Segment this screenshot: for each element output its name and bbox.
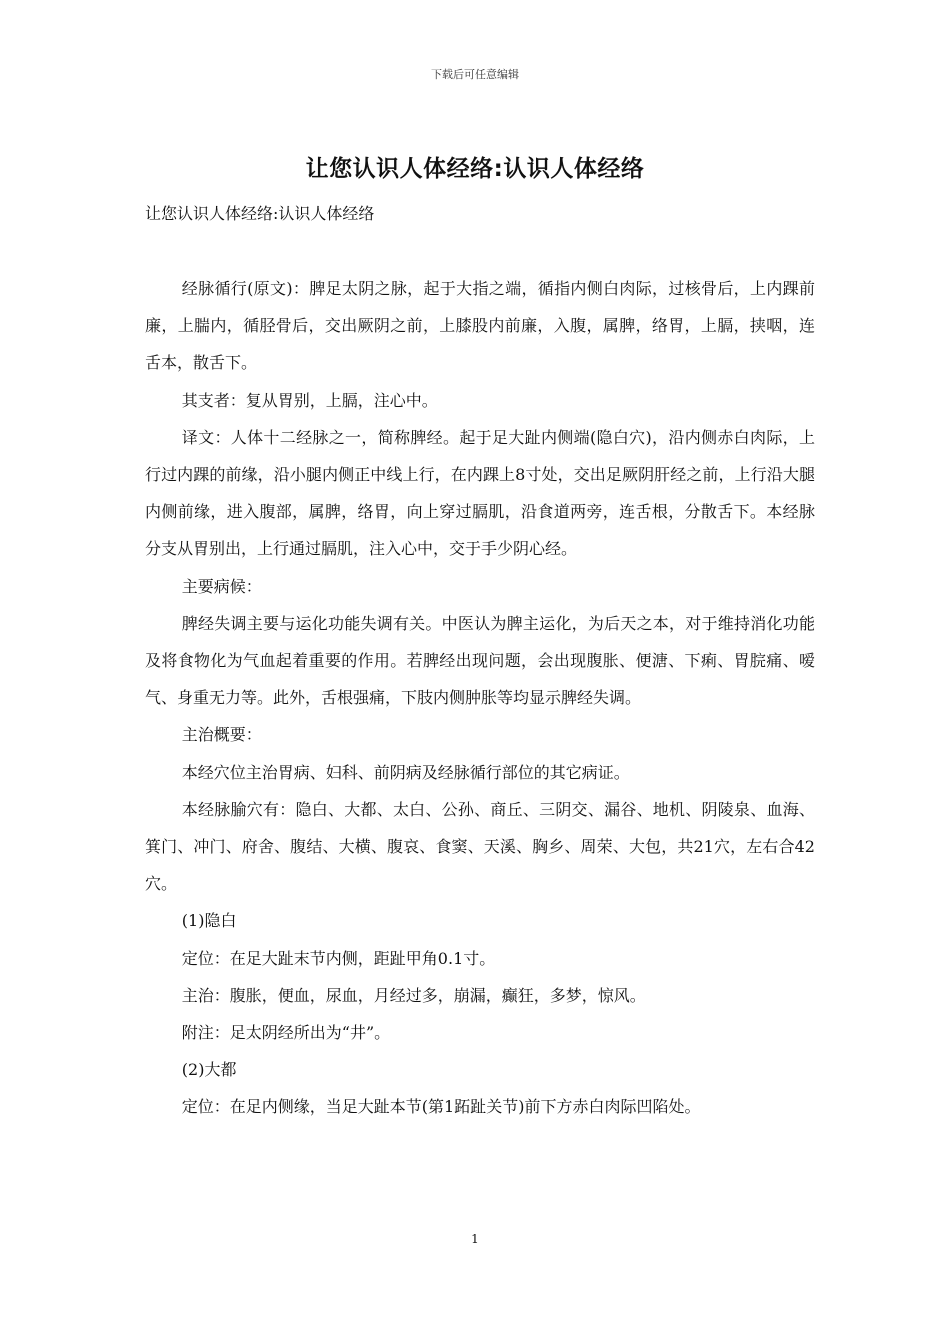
paragraph-indications: 本经穴位主治胃病、妇科、前阴病及经脉循行部位的其它病证。 [181,762,630,782]
document-body [145,270,815,1126]
paragraph-point-1-heading: (1)隐白 [181,911,237,931]
document-title: 让您认识人体经络:认识人体经络 [305,156,645,182]
paragraph-point-2-location: 定位：在足内侧缘，当足大趾本节(第1跖趾关节)前下方赤白肉际凹陷处。 [181,1097,701,1117]
paragraph-branch: 其支者：复从胃别，上膈，注心中。 [181,390,438,410]
paragraph-point-1-location: 定位：在足大趾末节内侧，距趾甲角0.1寸。 [181,948,496,968]
paragraph-acupoints: 本经脉腧穴有：隐白、大都、太白、公孙、商丘、三阴交、漏谷、地机、阴陵泉、血海、箕门、冲门、府舍、腹结、大横、腹哀、食窦、天溪、胸乡、周荣、大包，共21穴，左右合42穴。 [145,799,815,894]
document-subtitle: 让您认识人体经络:认识人体经络 [145,204,375,223]
paragraph-meridian-original: 经脉循行(原文)：脾足太阴之脉，起于大指之端，循指内侧白肉际，过核骨后，上内踝前廉，上腨内，循胫骨后，交出厥阴之前，上膝股内前廉，入腹，属脾，络胃，上膈，挟咽，连舌本，散舌下。 [145,279,815,373]
paragraph-heading-indications: 主治概要： [181,725,262,745]
paragraph-point-1-indications: 主治：腹胀，便血，尿血，月经过多，崩漏，癫狂，多梦，惊风。 [181,985,646,1005]
header-note: 下载后可任意编辑 [431,68,519,81]
paragraph-symptoms: 脾经失调主要与运化功能失调有关。中医认为脾主运化，为后天之本，对于维持消化功能及将食物化为气血起着重要的作用。若脾经出现问题，会出现腹胀、便溏、下痢、胃脘痛、嗳气、身重无力等。此外，舌根强痛，下肢内侧肿胀等均显示脾经失调。 [145,613,815,708]
page-number: 1 [471,1232,479,1246]
paragraph-point-2-heading: (2)大都 [181,1060,237,1080]
paragraph-heading-symptoms: 主要病候： [181,576,262,596]
paragraph-point-1-note: 附注：足太阴经所出为“井”。 [181,1023,391,1043]
paragraph-translation: 译文：人体十二经脉之一，简称脾经。起于足大趾内侧端(隐白穴)，沿内侧赤白肉际，上行过内踝的前缘，沿小腿内侧正中线上行，在内踝上8寸处，交出足厥阴肝经之前，上行沿大腿内侧前缘，进入腹部，属脾，络胃，向上穿过膈肌，沿食道两旁，连舌根，分散舌下。本经脉分支从胃别出，上行通过膈肌，注入心中，交于手少阴心经。 [145,427,815,559]
